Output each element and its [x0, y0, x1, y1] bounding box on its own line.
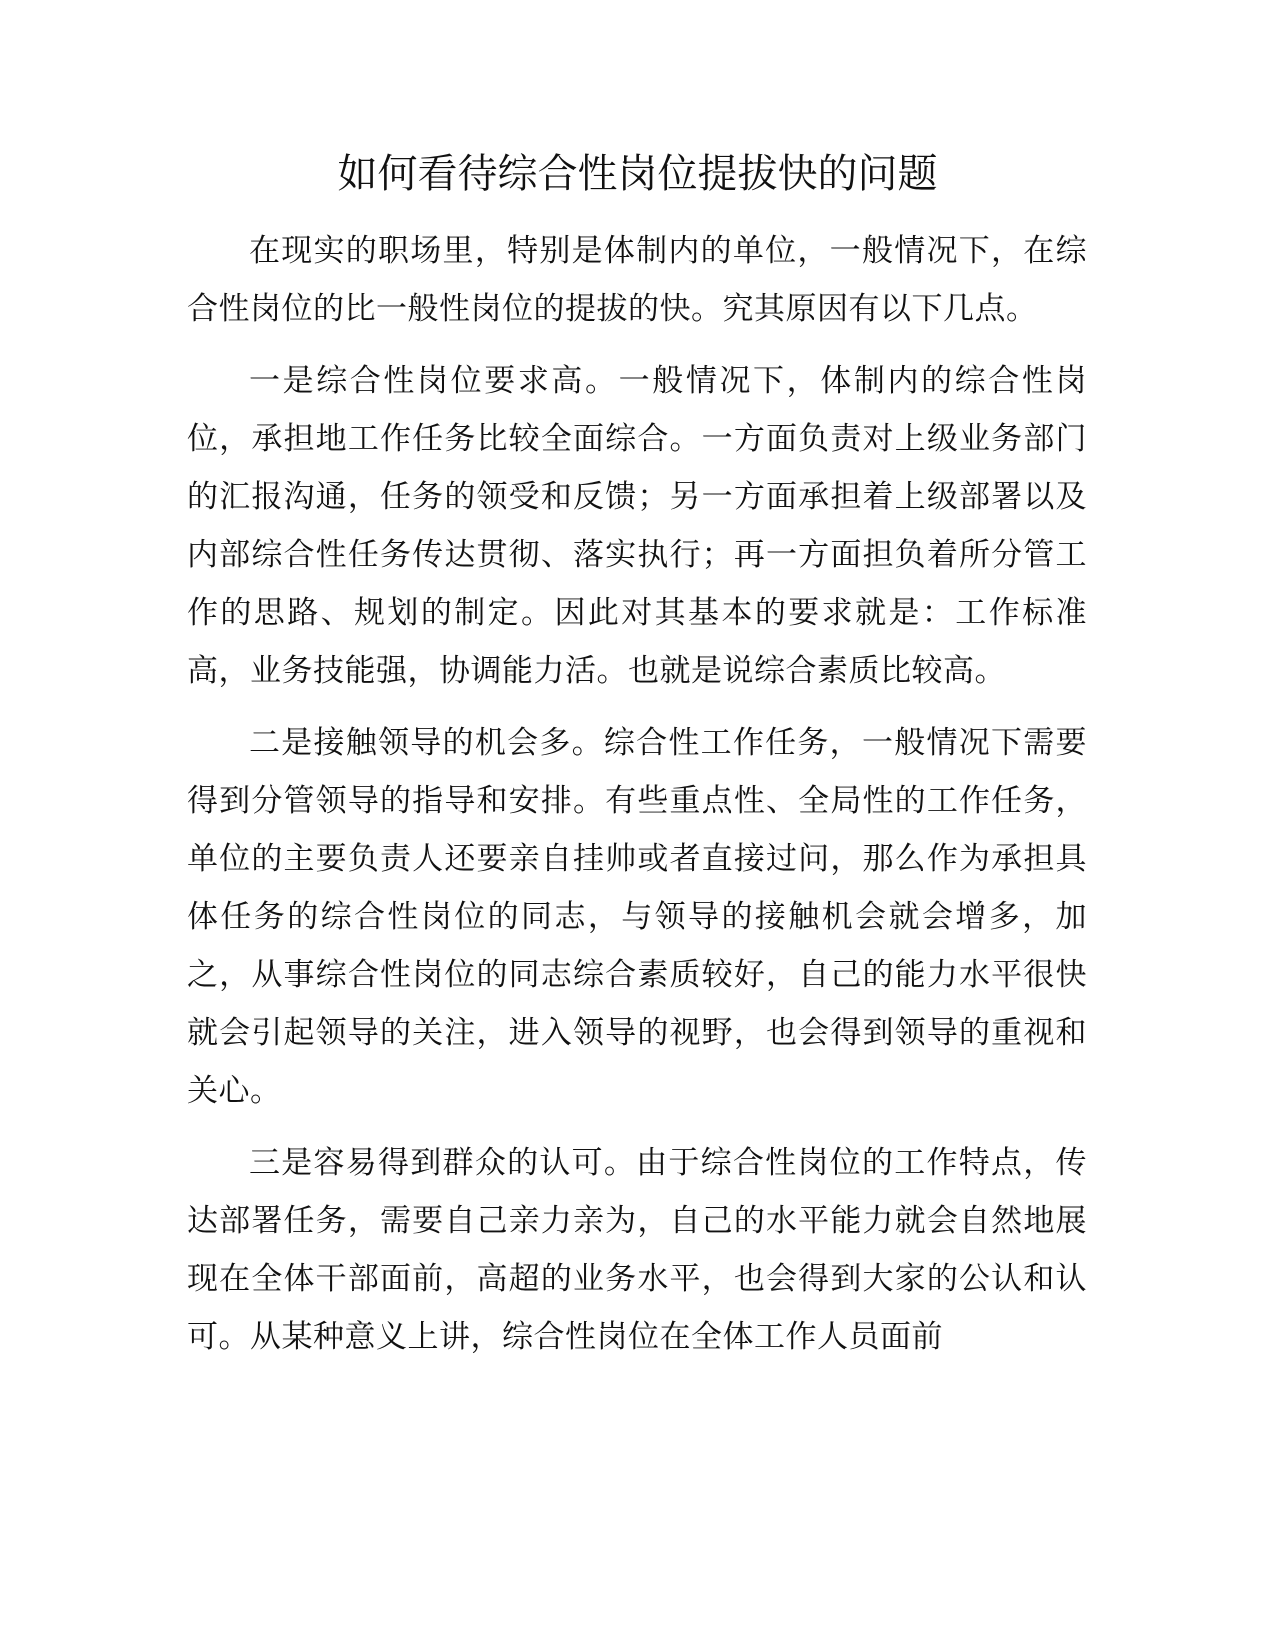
document-body — [187, 222, 1087, 1380]
paragraph-intro: 在现实的职场里，特别是体制内的单位，一般情况下，在综合性岗位的比一般性岗位的提拔的快。究其原因有以下几点。 — [187, 233, 1087, 327]
paragraph-point-one: 一是综合性岗位要求高。一般情况下，体制内的综合性岗位，承担地工作任务比较全面综合。一方面负责对上级业务部门的汇报沟通，任务的领受和反馈；另一方面承担着上级部署以及内部综合性任务传达贯彻、落实执行；再一方面担负着所分管工作的思路、规划的制定。因此对其基本的要求就是：工作标准高，业务技能强，协调能力活。也就是说综合素质比较高。 — [187, 363, 1087, 689]
document-title: 如何看待综合性岗位提拔快的问题 — [337, 151, 938, 197]
paragraph-point-three: 三是容易得到群众的认可。由于综合性岗位的工作特点，传达部署任务，需要自己亲力亲为，自己的水平能力就会自然地展现在全体干部面前，高超的业务水平，也会得到大家的公认和认可。从某种意义上讲，综合性岗位在全体工作人员面前 — [187, 1145, 1087, 1355]
paragraph-point-two: 二是接触领导的机会多。综合性工作任务，一般情况下需要得到分管领导的指导和安排。有些重点性、全局性的工作任务，单位的主要负责人还要亲自挂帅或者直接过问，那么作为承担具体任务的综合性岗位的同志，与领导的接触机会就会增多，加之，从事综合性岗位的同志综合素质较好，自己的能力水平很快就会引起领导的关注，进入领导的视野，也会得到领导的重视和关心。 — [187, 725, 1087, 1109]
